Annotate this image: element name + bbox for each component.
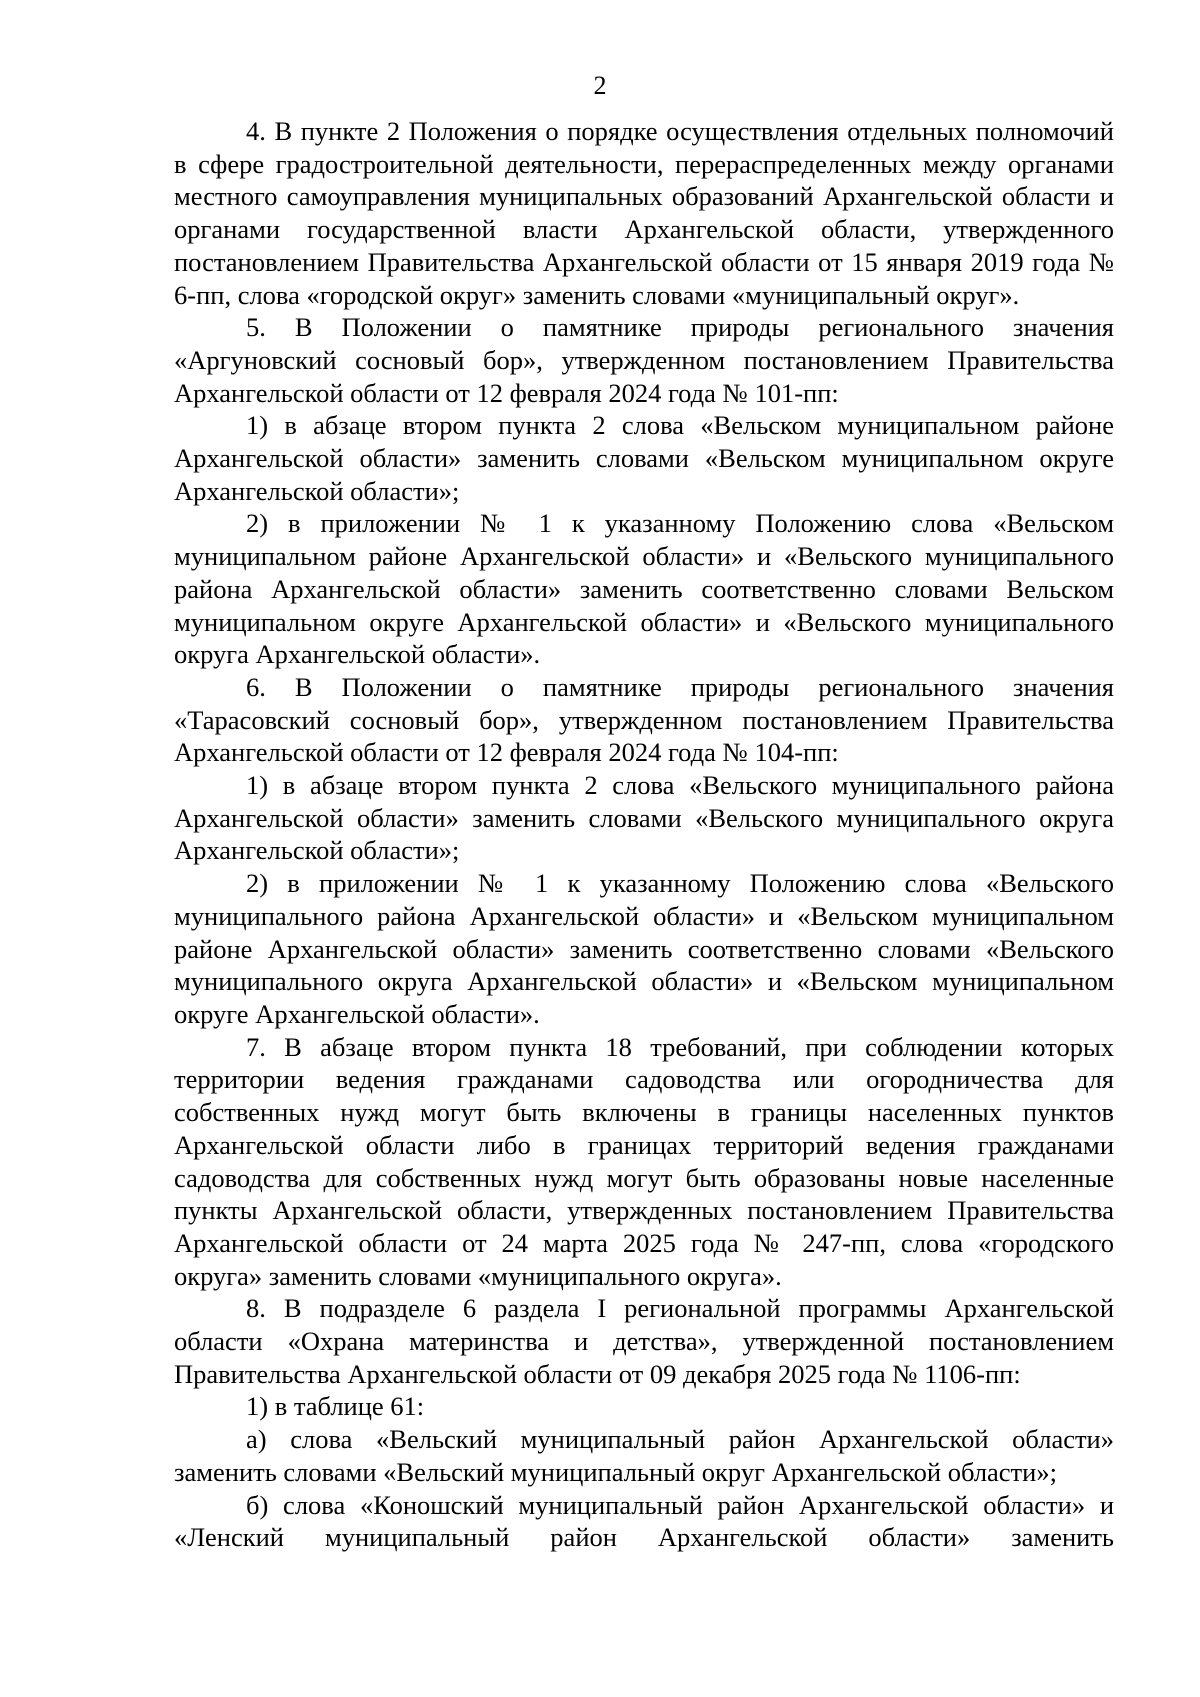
paragraph-item-6-subitem-1: 1) в абзаце втором пункта 2 слова «Вельского муниципального района Архангельской области» заменить словами «Вельского муниципального округа Архангельской области»; [174,770,1114,866]
paragraph-item-8: 8. В подразделе 6 раздела I региональной программы Архангельской области «Охрана материнства и детства», утвержденной постановлением Правительства Архангельской области от 09 декабря 2025 года № 1106-пп: [174,1293,1114,1389]
paragraph-item-8-subitem-b: б) слова «Коношский муниципальный район Архангельской области» и «Ленский муниципальный район Архангельской области» заменить [174,1489,1114,1553]
page-number: 2 [593,71,607,100]
paragraph-item-5-subitem-1: 1) в абзаце втором пункта 2 слова «Вельском муниципальном районе Архангельской области» заменить словами «Вельском муниципальном округе Архангельской области»; [174,410,1114,506]
paragraph-item-5: 5. В Положении о памятнике природы регионального значения «Аргуновский сосновый бор», утвержденном постановлением Правительства Архангельской области от 12 февраля 2024 года № 101-пп: [174,312,1114,408]
paragraph-item-5-subitem-2: 2) в приложении № 1 к указанному Положению слова «Вельском муниципальном районе Архангельской области» и «Вельского муниципального района Архангельской области» заменить соответственно словами Вельском муниципальном округе Архангельской области» и «Вельского муниципального округа Архангельской области». [174,508,1114,670]
paragraph-item-4: 4. В пункте 2 Положения о порядке осуществления отдельных полномочий в сфере градостроительной деятельности, перераспределенных между органами местного самоуправления муниципальных образований Архангельской области и органами государственной власти Архангельской области, утвержденного постановлением Правительства Архангельской области от 15 января 2019 года № 6-пп, слова «городской округ» заменить словами «муниципальный округ». [174,116,1114,310]
paragraph-item-6-subitem-2: 2) в приложении № 1 к указанному Положению слова «Вельского муниципального района Архангельской области» и «Вельском муниципальном районе Архангельской области» заменить соответственно словами «Вельского муниципального округа Архангельской области» и «Вельском муниципальном округе Архангельской области». [174,868,1114,1029]
paragraph-item-7: 7. В абзаце втором пункта 18 требований, при соблюдении которых территории ведения гражданами садоводства или огородничества для собственных нужд могут быть включены в границы населенных пунктов Архангельской области либо в границах территорий ведения гражданами садоводства для собственных нужд могут быть образованы новые населенные пункты Архангельской области, утвержденных постановлением Правительства Архангельской области от 24 марта 2025 года № 247-пп, слова «городского округа» заменить словами «муниципального округа». [174,1031,1114,1291]
paragraph-item-8-subitem-a: а) слова «Вельский муниципальный район Архангельской области» заменить словами «Вельский муниципальный округ Архангельской области»; [174,1424,1114,1487]
document-body [174,115,1114,1554]
paragraph-item-8-subitem-1: 1) в таблице 61: [246,1391,425,1422]
paragraph-item-6: 6. В Положении о памятнике природы регионального значения «Тарасовский сосновый бор», утвержденном постановлением Правительства Архангельской области от 12 февраля 2024 года № 104-пп: [174,671,1114,768]
